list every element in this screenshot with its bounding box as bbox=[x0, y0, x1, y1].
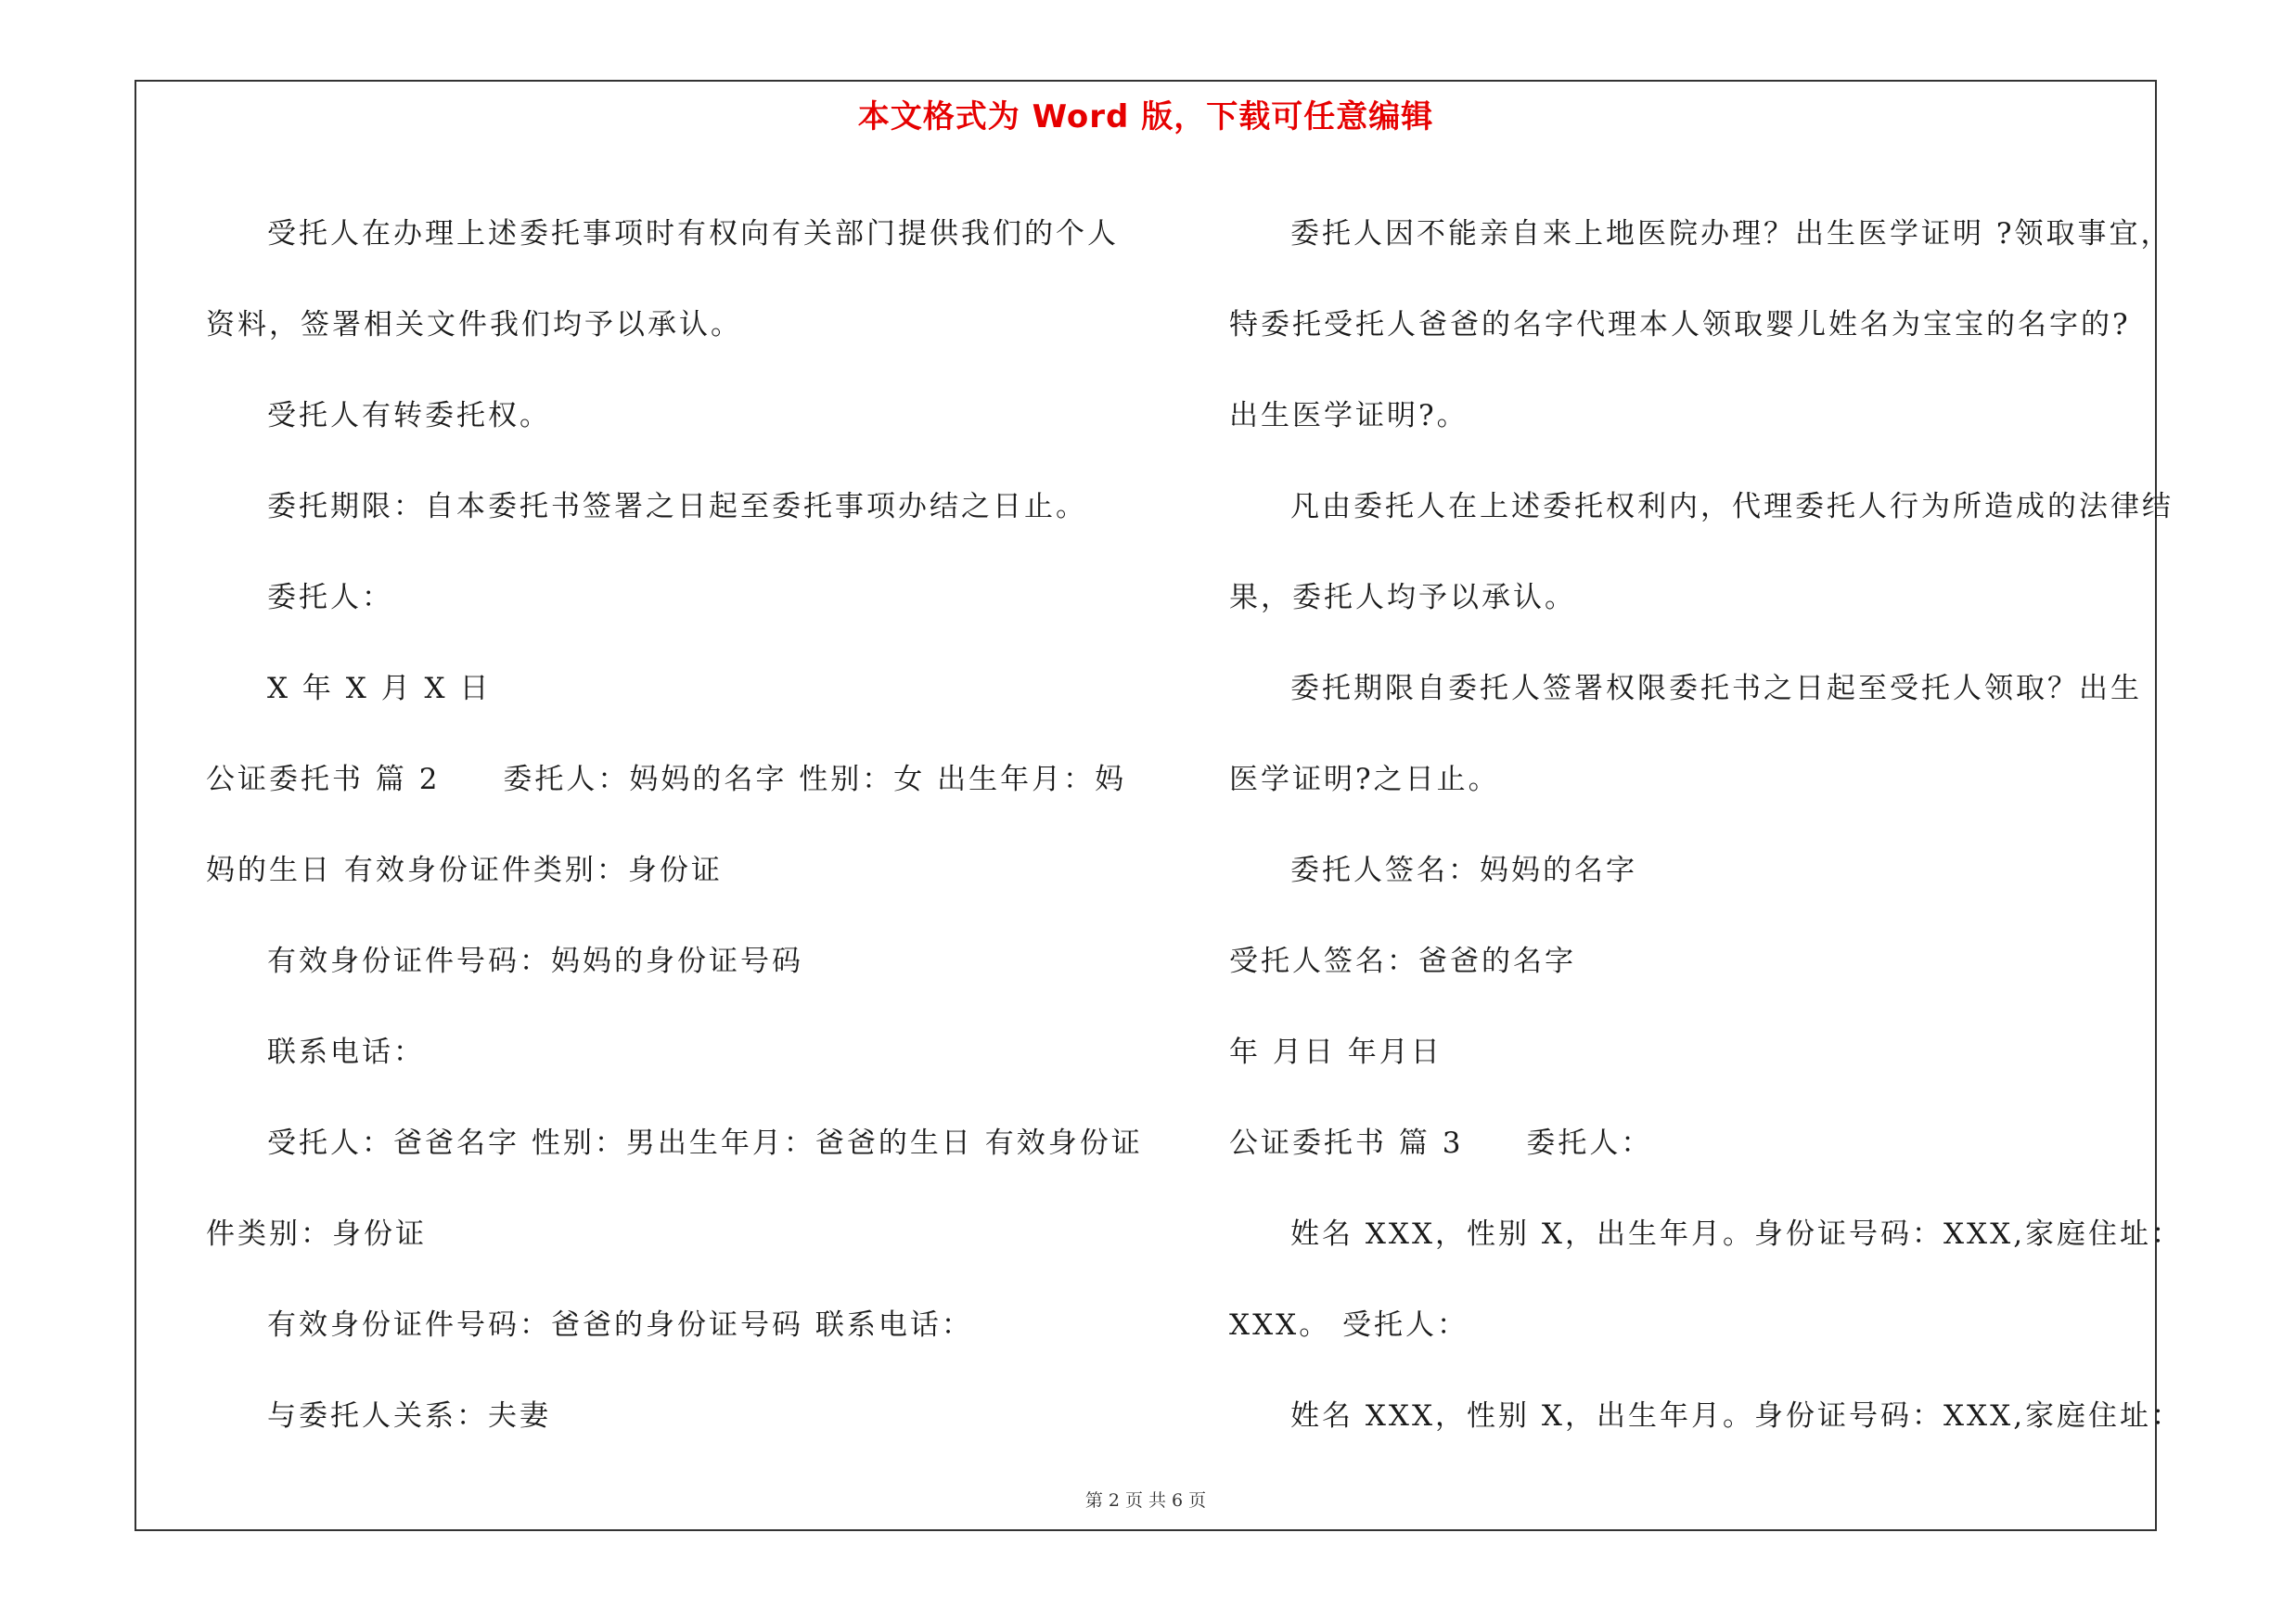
text-line: 受托人在办理上述委托事项时有权向有关部门提供我们的个人 bbox=[267, 217, 1119, 251]
text-line: X 年 X 月 X 日 bbox=[267, 672, 492, 705]
left-column bbox=[206, 188, 1143, 1462]
text-line: 出生医学证明?。 bbox=[1229, 399, 1469, 432]
text-line: 受托人：爸爸名字 性别：男出生年月：爸爸的生日 有效身份证 bbox=[267, 1127, 1143, 1160]
text-line: 件类别：身份证 bbox=[206, 1217, 427, 1251]
text-line: 凡由委托人在上述委托权利内，代理委托人行为所造成的法律结 bbox=[1290, 490, 2174, 523]
text-line: 委托期限：自本委托书签署之日起至委托事项办结之日止。 bbox=[267, 490, 1087, 523]
text-line: 妈的生日 有效身份证件类别：身份证 bbox=[206, 854, 723, 887]
text-line: 有效身份证件号码：爸爸的身份证号码 联系电话： bbox=[267, 1308, 973, 1342]
text-line: 有效身份证件号码：妈妈的身份证号码 bbox=[267, 945, 803, 978]
text-line: 公证委托书 篇 3 委托人： bbox=[1229, 1127, 1653, 1160]
text-line: 特委托受托人爸爸的名字代理本人领取婴儿姓名为宝宝的名字的? bbox=[1229, 308, 2131, 341]
text-line: 姓名 XXX，性别 X，出生年月。身份证号码：XXX,家庭住址： bbox=[1290, 1399, 2184, 1433]
text-line: 委托期限自委托人签署权限委托书之日起至受托人领取？出生 bbox=[1290, 672, 2142, 705]
text-line: 公证委托书 篇 2 委托人：妈妈的名字 性别：女 出生年月：妈 bbox=[206, 763, 1127, 796]
right-column bbox=[1229, 188, 2184, 1462]
text-line: 年 月日 年月日 bbox=[1229, 1036, 1443, 1069]
text-line: 与委托人关系：夫妻 bbox=[267, 1399, 551, 1433]
text-line: 委托人因不能亲自来上地医院办理？出生医学证明 ?领取事宜， bbox=[1290, 217, 2173, 251]
text-line: 姓名 XXX，性别 X，出生年月。身份证号码：XXX,家庭住址： bbox=[1290, 1217, 2184, 1251]
word-format-banner: 本文格式为 Word 版，下载可任意编辑 bbox=[857, 98, 1434, 135]
text-line: 受托人有转委托权。 bbox=[267, 399, 551, 432]
text-line: 果，委托人均予以承认。 bbox=[1229, 581, 1576, 614]
text-line: 受托人签名：爸爸的名字 bbox=[1229, 945, 1576, 978]
text-line: 医学证明?之日止。 bbox=[1229, 763, 1500, 796]
text-line: 资料，签署相关文件我们均予以承认。 bbox=[206, 308, 742, 341]
page-footer: 第 2 页 共 6 页 bbox=[1084, 1490, 1207, 1511]
page-frame bbox=[135, 80, 2184, 1531]
text-line: 委托人： bbox=[267, 581, 393, 614]
text-line: XXX。 受托人： bbox=[1229, 1308, 1469, 1342]
text-line: 委托人签名：妈妈的名字 bbox=[1290, 854, 1637, 887]
text-line: 联系电话： bbox=[267, 1036, 425, 1069]
